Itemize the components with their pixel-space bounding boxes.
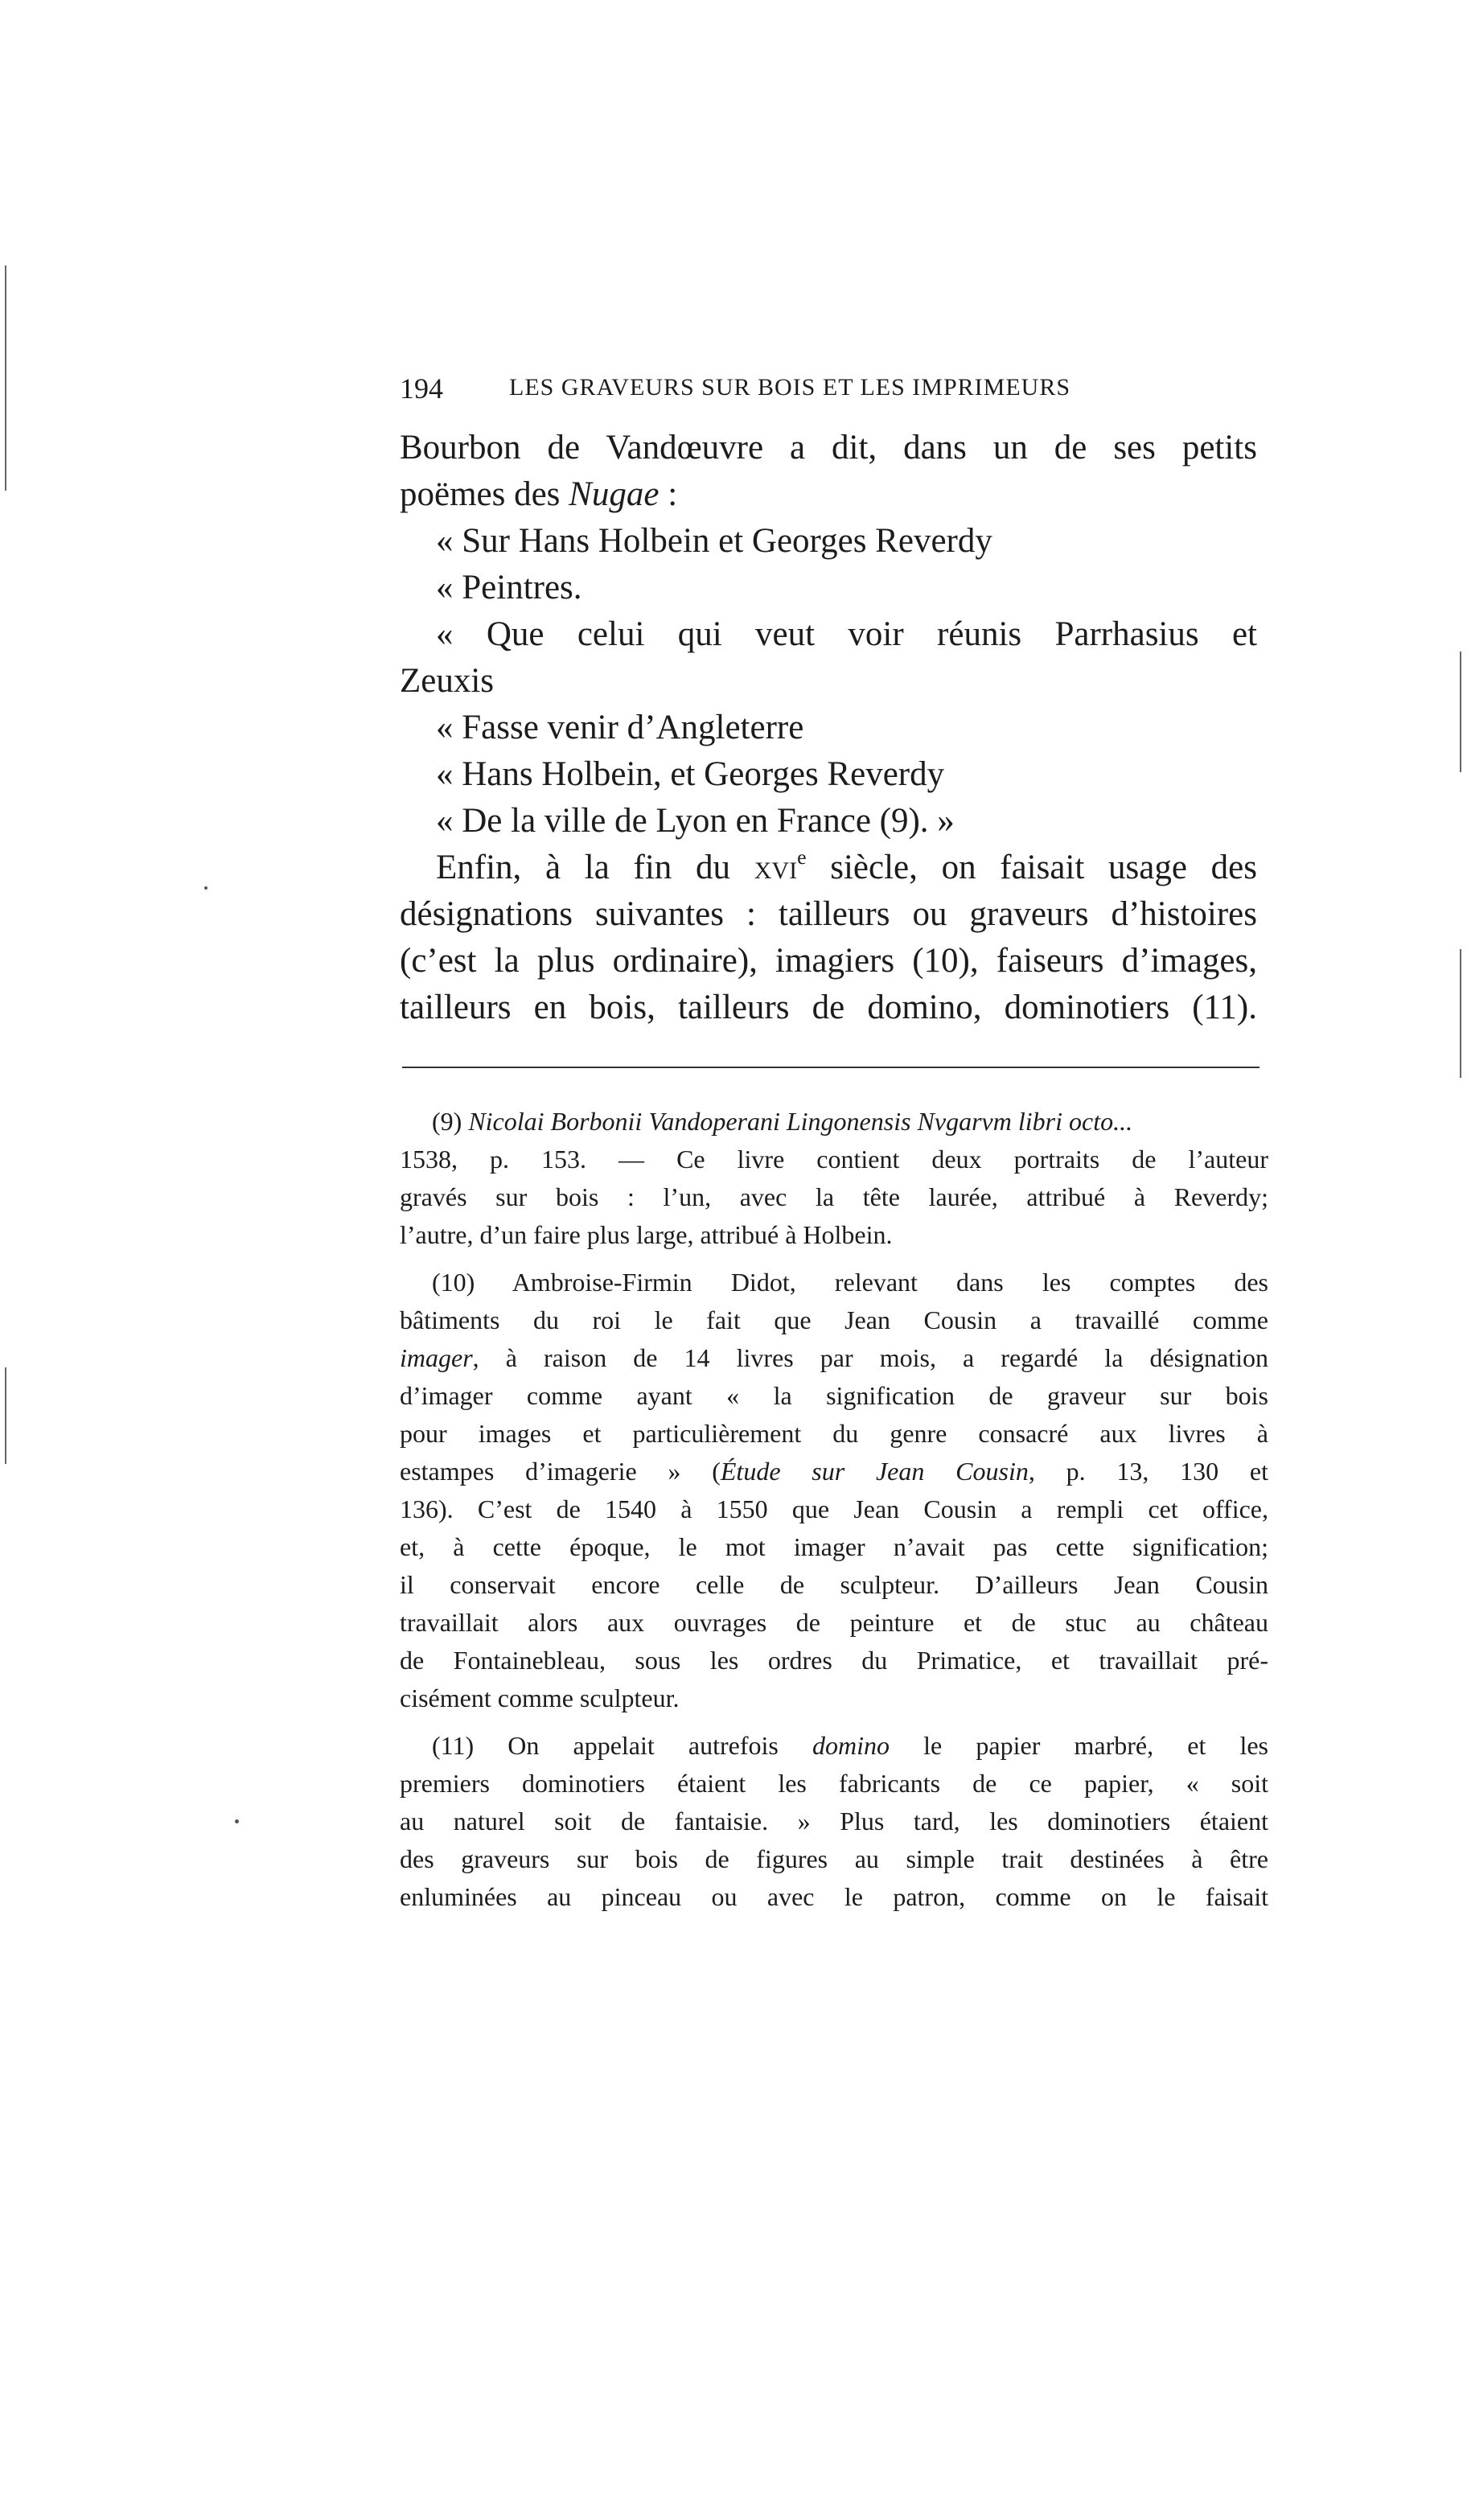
scan-edge-mark xyxy=(5,265,6,491)
verse-line: « Fasse venir d’Angleterre xyxy=(436,709,804,746)
scan-speck xyxy=(235,1819,239,1823)
running-head xyxy=(400,372,1264,412)
scan-edge-mark xyxy=(1460,652,1461,772)
text-line: (c’est la plus ordinaire), imagiers (10), faiseurs d’images, xyxy=(400,942,1257,980)
footnote-11: (11) On appelait autrefois domino le papier marbré, et les premiers dominotiers étaient les fabricants de ce papier, « soit au naturel soit de fantaisie. » Plus tard, les dominotiers étaient des graveurs sur bois de figures au simple trait destinées à être enluminées au pinceau ou avec le patron, comme on le faisait xyxy=(400,1731,1269,1911)
footnote-9: (9) Nicolai Borbonii Vandoperani Lingonensis Nvgarvm libri octo... 1538, p. 153. — Ce livre contient deux portraits de l’auteur gravés sur bois : l’un, avec la tête laurée, attribué à Reverdy; l’autre, d’un faire plus large, attribué à Holbein. xyxy=(400,1107,1268,1249)
text-line: tailleurs en bois, tailleurs de domino, dominotiers (11). xyxy=(400,989,1257,1026)
verse-line: « Peintres. xyxy=(436,569,582,606)
text-line: Enfin, à la fin du xvi$^e$ siècle, on faisait usage des xyxy=(436,845,1257,886)
verse-line: Zeuxis xyxy=(400,662,495,700)
verse-line: « Que celui qui veut voir réunis Parrhasius et xyxy=(436,615,1257,653)
page-number: 194 xyxy=(400,372,443,405)
text-line: Bourbon de Vandœuvre a dit, dans un de ses petits xyxy=(400,429,1257,467)
running-title: LES GRAVEURS SUR BOIS ET LES IMPRIMEURS xyxy=(509,374,1071,401)
verse-line: « De la ville de Lyon en France (9). » xyxy=(436,802,955,840)
text-line: désignations suivantes : tailleurs ou graveurs d’histoires xyxy=(400,895,1257,933)
verse-line: « Hans Holbein, et Georges Reverdy xyxy=(436,755,945,793)
main-text xyxy=(400,425,1257,1031)
footnote-rule xyxy=(402,1067,1259,1068)
italic-title: Nugae xyxy=(569,475,660,513)
footnotes xyxy=(400,1103,1268,1926)
scan-edge-mark xyxy=(1460,949,1461,1078)
verse-line: « Sur Hans Holbein et Georges Reverdy xyxy=(436,522,992,560)
text-line: poëmes des Nugae : xyxy=(400,475,678,513)
scan-edge-mark xyxy=(5,1367,6,1464)
scan-speck xyxy=(204,886,208,890)
footnote-10: (10) Ambroise-Firmin Didot, relevant dans les comptes des bâtiments du roi le fait que Jean Cousin a travaillé comme imager, à raison de 14 livres par mois, a regardé la désignation d’imager comme ayant « la signification de graveur sur bois pour images et particulièrement du genre consacré aux livres à estampes d’imagerie » (Étude sur Jean Cousin, p. 13, 130 et 136). C’est de 1540 à 1550 que Jean Cousin a rempli cet office, et, à cette époque, le mot imager n’avait pas cette signification; il conservait encore celle de sculpteur. D’ailleurs Jean Cousin travaillait alors aux ouvrages de peinture et de stuc au château de Fontainebleau, sous les ordres du Primatice, et travaillait pré- cisément comme sculpteur. xyxy=(400,1268,1269,1712)
